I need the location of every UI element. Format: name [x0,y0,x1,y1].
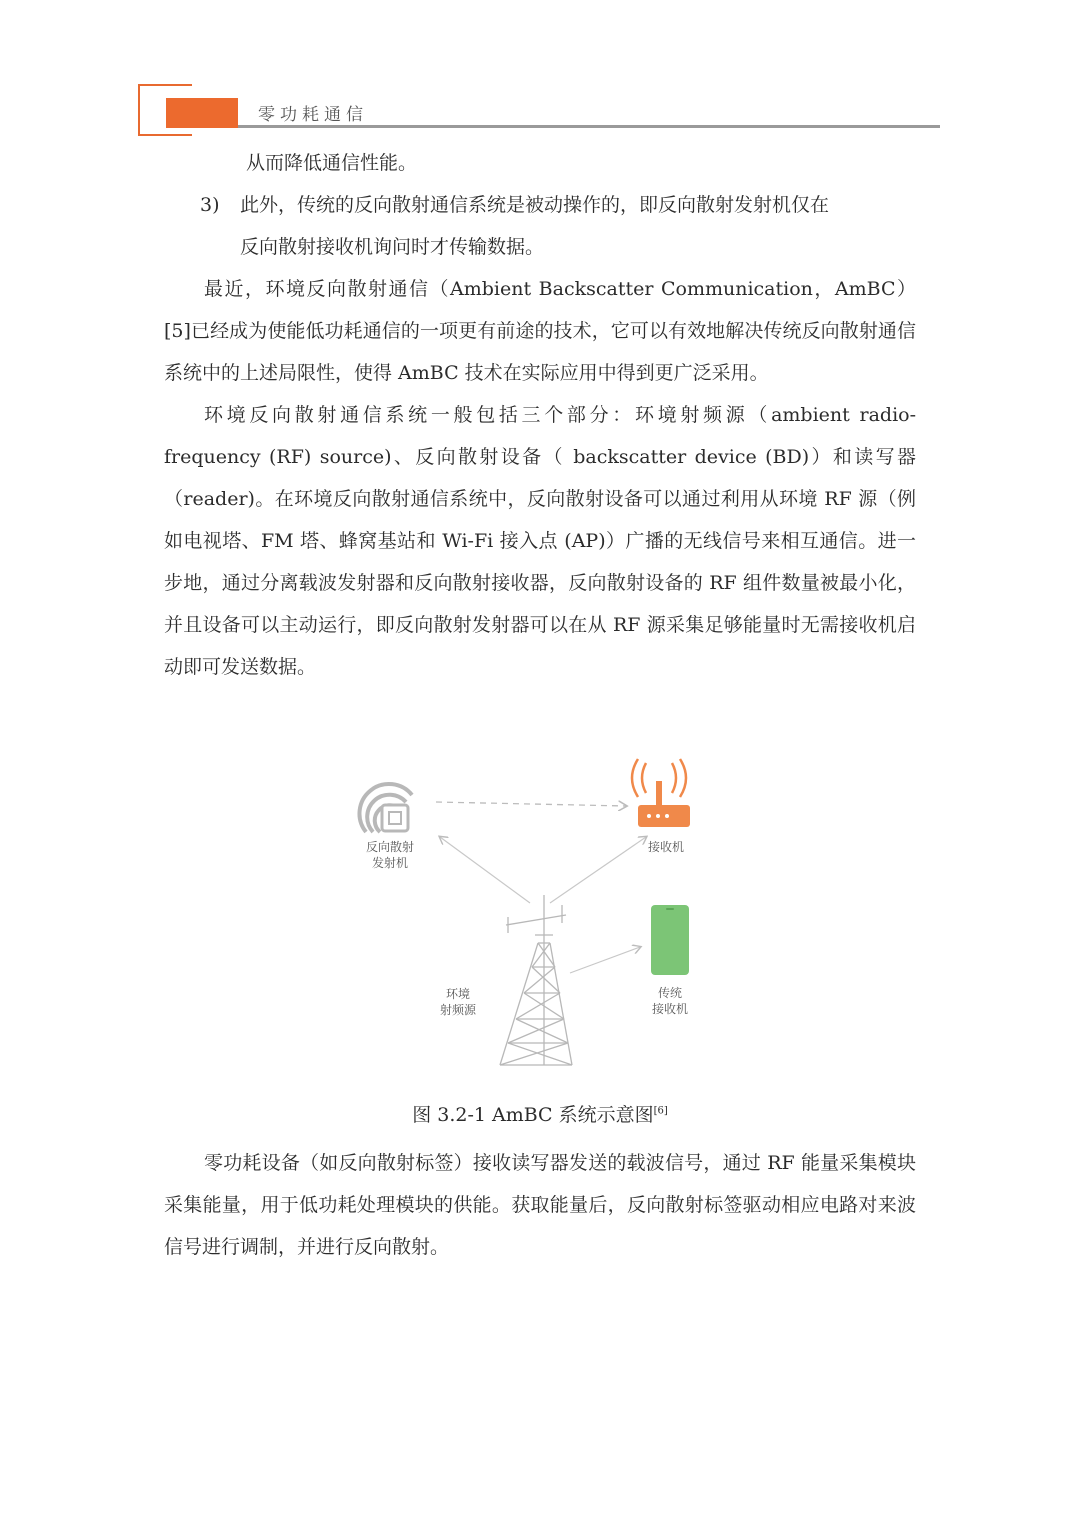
receiver-router-icon [632,759,690,827]
list-item-text-line1: 此外，传统的反向散射通信系统是被动操作的，即反向散射发射机仅在 [240,194,830,216]
figure-caption [0,1100,1080,1127]
list-item-number: 3) [200,194,220,216]
source-label-line2: 射频源 [439,1003,477,1017]
source-to-receiver-arrow [550,837,646,903]
source-label-line1: 环境 [445,987,471,1001]
paragraph-ambc-intro: 最近，环境反向散射通信（Ambient Backscatter Communication，AmBC）[5]已经成为使能低功耗通信的一项更有前途的技术，它可以有效地解决传统反向散射通信系统中的上述局限性，使得 AmBC 技术在实际应用中得到更广泛采用。 [164,278,916,384]
running-header-title: 零功耗通信 [258,105,368,125]
legacy-receiver-phone-icon [651,905,689,975]
ambient-rf-tower-icon [500,895,572,1065]
bd-label-line2: 发射机 [371,856,409,870]
legacy-receiver-label-line2: 接收机 [651,1002,689,1016]
source-to-bd-arrow [440,837,530,903]
legacy-receiver-label-line1: 传统 [657,986,683,1000]
backscatter-transmitter-icon [359,784,412,832]
receiver-label: 接收机 [647,840,685,854]
continuation-line: 从而降低通信性能。 [246,152,418,174]
header-accent-bar [166,98,238,128]
source-to-legacy-arrow [570,947,640,973]
bd-to-receiver-dashed-arrow [436,802,626,806]
figure-caption-text: 图 3.2-1 AmBC 系统示意图 [412,1104,654,1126]
paragraph-zero-power: 零功耗设备（如反向散射标签）接收读写器发送的载波信号，通过 RF 能量采集模块采集能量，用于低功耗处理模块的供能。获取能量后，反向散射标签驱动相应电路对来波信号进行调制，并进行反向散射。 [164,1152,916,1258]
ambc-system-diagram [340,745,740,1090]
paragraph-ambc-system: 环境反向散射通信系统一般包括三个部分：环境射频源（ambient radio-frequency (RF) source)、反向散射设备（ backscatter device (BD)）和读写器（reader)。在环境反向散射通信系统中，反向散射设备可以通过利用从环境 RF 源（例如电视塔、FM 塔、蜂窝基站和 Wi-Fi 接入点 (AP)）广播的无线信号来相互通信。进一步地，通过分离载波发射器和反向散射接收器，反向散射设备的 RF 组件数量被最小化，并且设备可以主动运行，即反向散射发射器可以在从 RF 源采集足够能量时无需接收机启动即可发送数据。 [164,404,916,678]
bd-label-line1: 反向散射 [365,840,415,854]
figure-caption-ref: [6] [653,1105,668,1117]
header-rule [238,125,940,128]
list-item-text-line2: 反向散射接收机询问时才传输数据。 [240,236,545,258]
